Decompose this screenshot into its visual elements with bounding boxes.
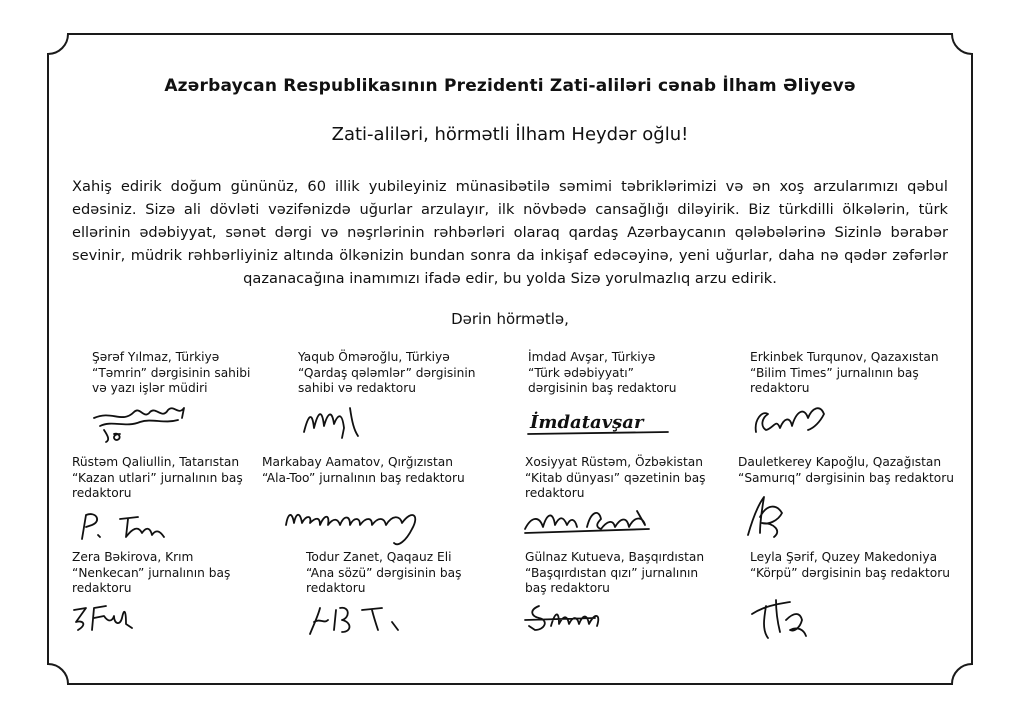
signatory-title: “Bilim Times” jurnalının baş: [750, 365, 919, 380]
signatory-name: Yaqub Öməroğlu, Türkiyə: [298, 350, 450, 364]
signature: [262, 489, 432, 549]
letter-greeting: Zati-aliləri, hörmətli İlham Heydər oğlu!: [331, 124, 689, 145]
letter-title: Azərbaycan Respublikasının Prezidenti Zati-aliləri cənab İlham Əliyevə: [164, 76, 856, 96]
signatory-block: [750, 550, 955, 581]
signatory-name: Zera Bəkirova, Krım: [72, 550, 194, 564]
signatory-name: Şərəf Yılmaz, Türkiyə: [92, 350, 220, 364]
signatory-title: baş redaktoru: [525, 581, 610, 595]
signature: [298, 402, 388, 442]
signatory-title: və yazı işlər müdiri: [92, 381, 208, 395]
signatory-title: “Təmrin” dərgisinin sahibi: [92, 365, 251, 380]
signatory-block: [750, 350, 955, 397]
letter-body: Xahiş edirik doğum gününüz, 60 illik yubileyiniz münasibətilə səmimi təbriklərimizi və ən xoş arzularımızı qəbul edəsiniz. Sizə ali dövləti vəzifənizdə uğurlar arzulayır, ilk növbədə cansağlığı diləyirik. Biz türkdilli ölkələrin, türk ellərinin ədəbiyyat, sənət dərgi və nəşrlərinin rəhbərləri olaraq qardaş Azərbaycanın qələbələrinə Sizinlə bərabər sevinir, müdrik rəhbərliyiniz altında ölkənizin bundan sonra da inkişaf edəcəyinə, yeni uğurlar, daha nə qədər zəfərlər qazanacağına inamımızı ifadə edir, bu yolda Sizə yorulmazlıq arzu edirik.: [72, 178, 948, 287]
signature: [92, 404, 212, 444]
signatory-title: “Türk ədəbiyyatı”: [528, 365, 634, 380]
signatory-name: Gülnaz Kutueva, Başqırdıstan: [525, 550, 705, 564]
signature: [750, 586, 840, 642]
signature: [525, 598, 625, 638]
signatory-block: [298, 350, 503, 397]
signatory-block: [306, 550, 511, 597]
signature: [528, 406, 688, 438]
signatory-title: “Kazan utlari” jurnalının baş: [72, 470, 243, 485]
signatory-name: Markabay Aamatov, Qırğızıstan: [262, 455, 453, 469]
signature: [72, 509, 182, 543]
signatory-title: “Nenkecan” jurnalının baş: [72, 565, 231, 580]
signatory-title: sahibi və redaktoru: [298, 381, 416, 395]
signatory-title: redaktoru: [306, 581, 366, 595]
signatory-title: redaktoru: [525, 486, 585, 500]
signatory-block: [262, 455, 467, 486]
signatory-title: “Başqırdıstan qızı” jurnalının: [525, 565, 699, 580]
signatory-block: [72, 550, 277, 597]
signatory-name: Xosiyyat Rüstəm, Özbəkistan: [525, 455, 703, 469]
signatory-block: [525, 455, 730, 502]
signature-text: İmdatavşar: [530, 412, 644, 433]
letter-closing: Dərin hörmətlə,: [451, 310, 569, 328]
signatory-title: “Qardaş qələmlər” dərgisinin: [298, 365, 476, 380]
signatory-title: “Ana sözü” dərgisinin baş: [306, 565, 462, 580]
signatory-name: Leyla Şərif, Quzey Makedoniya: [750, 550, 938, 564]
signature: [306, 600, 416, 640]
signatory-block: [528, 350, 733, 433]
signatory-name: Todur Zanet, Qaqauz Eli: [306, 550, 452, 564]
signatory-block: [738, 455, 954, 486]
signatory-title: “Körpü” dərgisinin baş redaktoru: [750, 565, 950, 580]
signature: [72, 600, 152, 636]
signatory-title: dərgisinin baş redaktoru: [528, 381, 677, 395]
signatory-name: Dauletkerey Kapoğlu, Qazağıstan: [738, 455, 942, 469]
signatory-name: İmdad Avşar, Türkiyə: [528, 350, 656, 364]
signatory-block: [72, 455, 277, 502]
signature: [525, 503, 665, 543]
signatory-title: “Samurıq” dərgisinin baş redaktoru: [738, 470, 954, 485]
signatory-block: [92, 350, 297, 397]
signatory-title: “Kitab dünyası” qəzetinin baş: [525, 470, 706, 485]
signatory-name: Rüstəm Qaliullin, Tatarıstan: [72, 455, 240, 469]
signature: [738, 491, 828, 541]
signatory-title: redaktoru: [750, 381, 810, 395]
signatory-title: “Ala-Too” jurnalının baş redaktoru: [262, 470, 465, 485]
signatory-title: redaktoru: [72, 581, 132, 595]
signatory-block: [525, 550, 730, 597]
signature: [750, 400, 840, 440]
signatory-name: Erkinbek Turqunov, Qazaxıstan: [750, 350, 939, 364]
signatory-title: redaktoru: [72, 486, 132, 500]
